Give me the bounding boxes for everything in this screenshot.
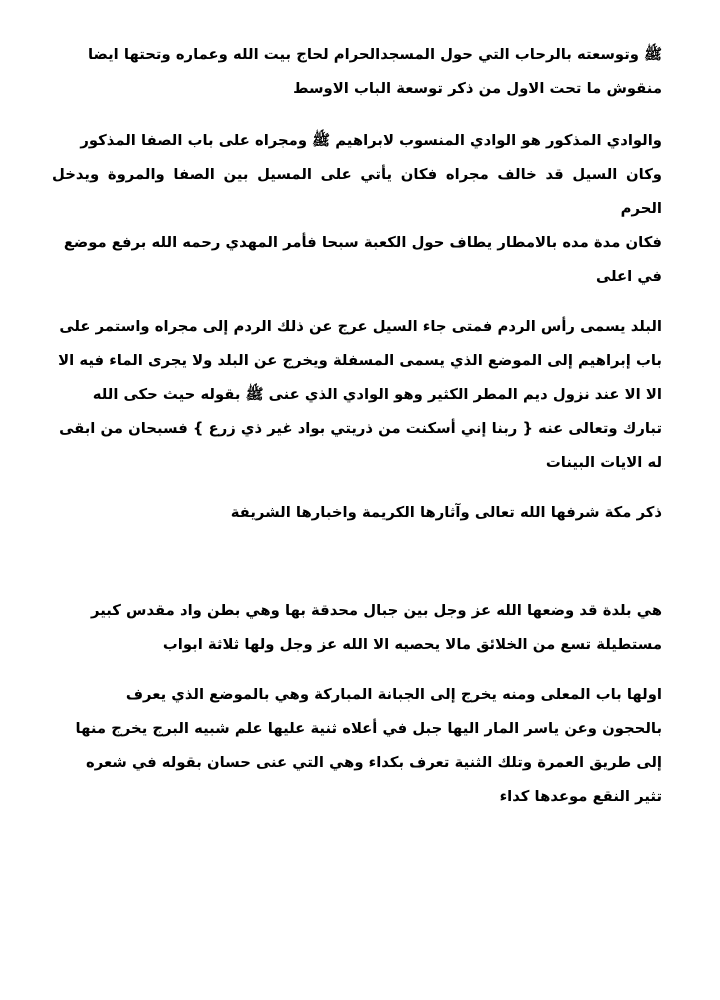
heading-text: ذكر مكة شرفها الله تعالى وآثارها الكريمة واخبارها الشريفة xyxy=(230,504,662,521)
paragraph-mecca-description xyxy=(52,594,662,662)
text-line: ﷺ وتوسعته بالرحاب التي حول المسجدالحرام لحاج بيت الله وعماره وتحتها ايضا xyxy=(87,46,662,63)
text-line: له الايات البينات xyxy=(545,454,662,471)
text-line: تثير النقع موعدها كداء xyxy=(499,788,662,805)
text-line: البلد يسمى رأس الردم فمتى جاء السيل عرج عن ذلك الردم إلى مجراه واستمر على xyxy=(59,318,662,335)
text-line: والوادي المذكور هو الوادي المنسوب لابراهيم ﷺ ومجراه على باب الصفا المذكور xyxy=(80,132,662,149)
text-line: في اعلى xyxy=(595,268,662,285)
text-line: اولها باب المعلى ومنه يخرج إلى الجبانة المباركة وهي بالموضع الذي يعرف xyxy=(125,686,662,703)
text-line: منقوش ما تحت الاول من ذكر توسعة الباب الاوسط xyxy=(293,80,662,97)
section-heading-mecca xyxy=(52,496,662,530)
text-line: بالحجون وعن ياسر المار اليها جبل في أعلاه ثنية عليها علم شبيه البرج يخرج منها xyxy=(75,720,662,737)
text-line: وكان السيل قد خالف مجراه فكان يأتي على المسيل بين الصفا والمروة ويدخل الحرم xyxy=(52,166,662,217)
paragraph-valley-of-ibrahim xyxy=(52,124,662,294)
text-line: باب إبراهيم إلى الموضع الذي يسمى المسفلة ويخرج عن البلد ولا يجرى الماء فيه الا xyxy=(58,352,662,369)
text-line: تبارك وتعالى عنه { ربنا إني أسكنت من ذريتي بواد غير ذي زرع } فسبحان من ابقى xyxy=(59,420,662,437)
text-line: مستطيلة تسع من الخلائق مالا يحصيه الا الله عز وجل ولها ثلاثة ابواب xyxy=(162,636,662,653)
text-line: إلى طريق العمرة وتلك الثنية تعرف بكداء وهي التي عنى حسان بقوله في شعره xyxy=(86,754,662,771)
text-line: الا الا عند نزول ديم المطر الكثير وهو الوادي الذي عنى ﷺ بقوله حيث حكى الله xyxy=(92,386,662,403)
text-line: هي بلدة قد وضعها الله عز وجل بين جبال محدقة بها وهي بطن واد مقدس كبير xyxy=(91,602,662,619)
paragraph-bab-al-mualla xyxy=(52,678,662,814)
paragraph-expansion-of-haram xyxy=(52,38,662,106)
paragraph-ras-al-radm xyxy=(52,310,662,480)
text-line: فكان مدة مده بالامطار يطاف حول الكعبة سبحا فأمر المهدي رحمه الله برفع موضع xyxy=(63,234,662,251)
